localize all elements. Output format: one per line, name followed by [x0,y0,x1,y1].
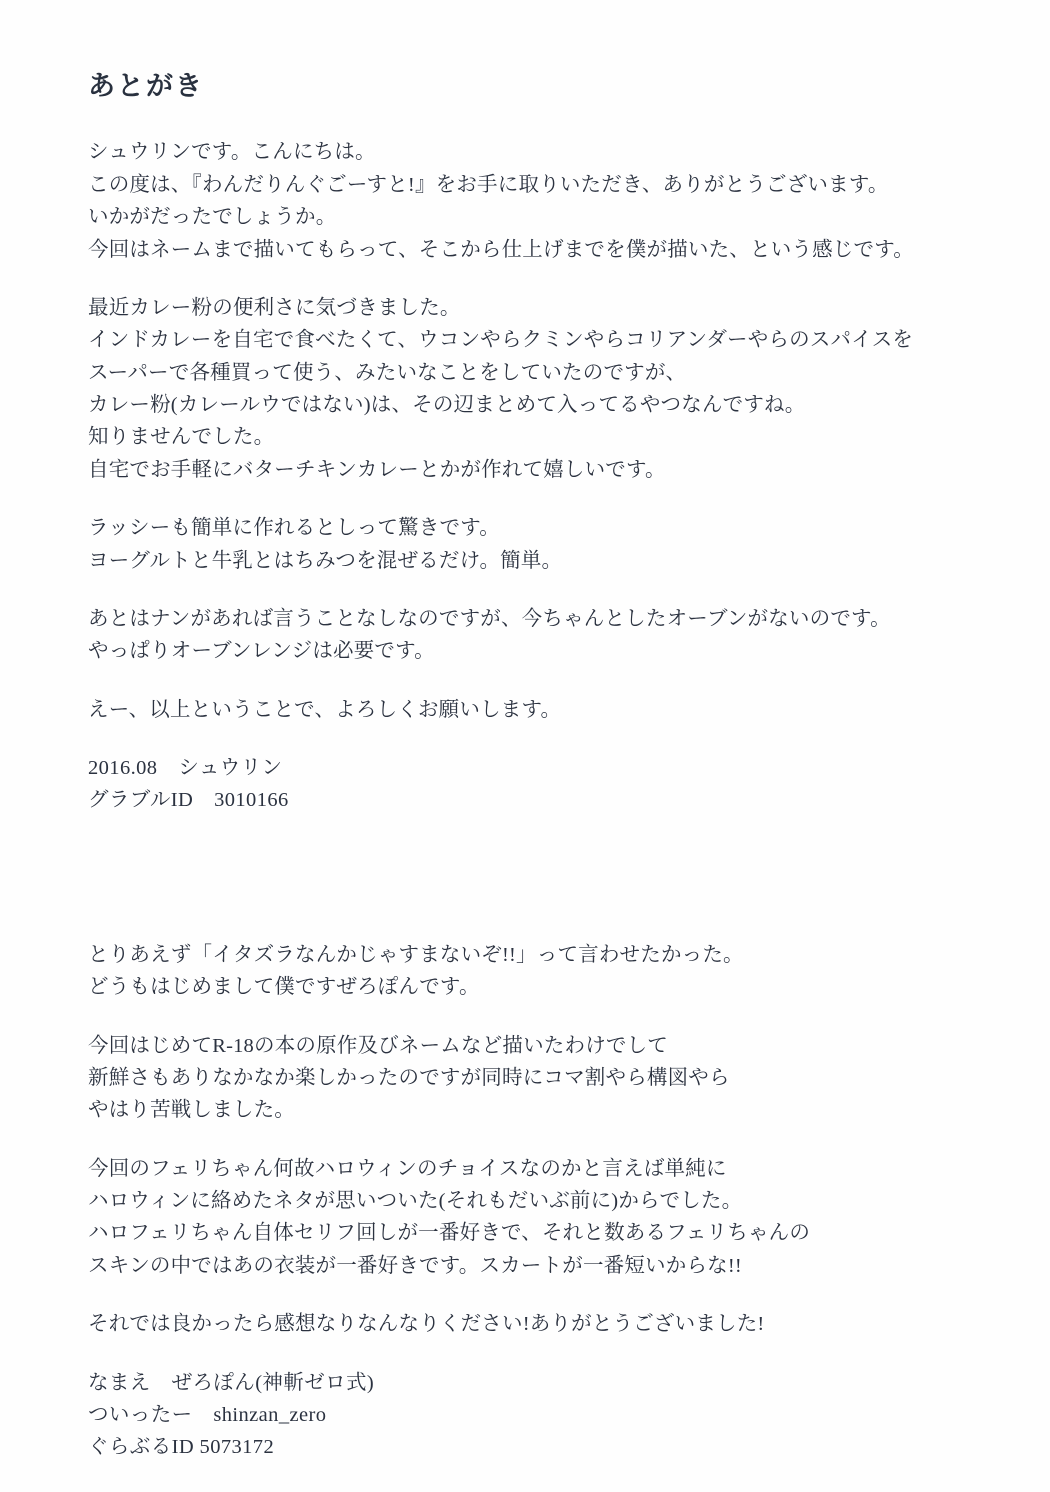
paragraph [88,603,960,668]
signature-zeropon [88,1367,960,1464]
text-line: ハロフェリちゃん自体セリフ回しが一番好きで、それと数あるフェリちゃんの [88,1222,811,1245]
text-line: スキンの中ではあの衣装が一番好きです。スカートが一番短いからな!! [88,1254,742,1277]
text-line: ラッシーも簡単に作れるとしって驚きです。 [88,517,500,540]
text-line: いかがだったでしょうか。 [88,206,337,229]
text-line: インドカレーを自宅で食べたくて、ウコンやらクミンやらコリアンダーやらのスパイスを [88,329,914,352]
text-line: とりあえず「イタズラなんかじゃすまないぞ!!」って言わせたかった。 [88,943,744,966]
text-line: 今回はネームまで描いてもらって、そこから仕上げまでを僕が描いた、という感じです。 [88,238,914,261]
text-line: 知りませんでした。 [88,426,275,449]
text-line: スーパーで各種買って使う、みたいなことをしていたのですが、 [88,361,687,384]
paragraph [88,292,960,486]
signature-twitter: ついったー shinzan_zero [88,1403,327,1426]
text-line: シュウリンです。こんにちは。 [88,141,376,164]
signature-name-date: 2016.08 シュウリン [88,757,283,780]
text-line: 今回のフェリちゃん何故ハロウィンのチョイスなのかと言えば単純に [88,1157,727,1180]
text-line: ヨーグルトと牛乳とはちみつを混ぜるだけ。簡単。 [88,549,563,572]
text-line: それでは良かったら感想なりなんなりください!ありがとうございました! [88,1313,765,1336]
text-line: やはり苦戦しました。 [88,1099,295,1122]
signature-name: なまえ ぜろぽん(神斬ゼロ式) [88,1371,375,1394]
author-section-shuurin [88,136,960,816]
text-line: 自宅でお手軽にバターチキンカレーとかが作れて嬉しいです。 [88,458,666,481]
paragraph [88,694,960,726]
text-line: 今回はじめてR-18の本の原作及びネームなど描いたわけでして [88,1034,668,1057]
signature-game-id: グラブルID 3010166 [88,789,289,812]
signature-game-id: ぐらぶるID 5073172 [88,1436,275,1459]
text-line: 新鮮さもありなかなか楽しかったのですが同時にコマ割やら構図やら [88,1066,730,1089]
author-section-zeropon [88,939,960,1464]
paragraph [88,512,960,577]
page-title: あとがき [88,71,204,101]
paragraph [88,136,960,266]
text-line: やっぱりオーブンレンジは必要です。 [88,640,435,663]
text-line: どうもはじめまして僕ですぜろぽんです。 [88,976,480,999]
text-line: 最近カレー粉の便利さに気づきました。 [88,296,461,319]
paragraph [88,1308,960,1340]
paragraph [88,1153,960,1283]
signature-shuurin [88,752,960,817]
text-line: えー、以上ということで、よろしくお願いします。 [88,698,562,721]
text-line: カレー粉(カレールウではない)は、その辺まとめて入ってるやつなんですね。 [88,394,806,417]
text-line: この度は、『わんだりんぐごーすと!』をお手に取りいただき、ありがとうございます。 [88,173,889,196]
paragraph [88,939,960,1004]
text-line: ハロウィンに絡めたネタが思いついた(それもだいぶ前に)からでした。 [88,1190,743,1213]
text-line: あとはナンがあれば言うことなしなのですが、今ちゃんとしたオーブンがないのです。 [88,607,891,630]
section-divider [88,843,960,939]
paragraph [88,1030,960,1127]
